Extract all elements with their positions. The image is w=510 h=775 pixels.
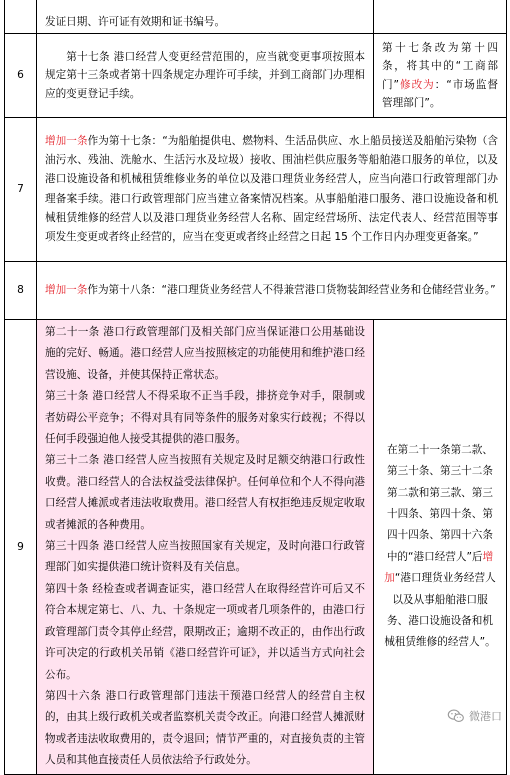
change-text: [374, 0, 507, 34]
added-marker: 增加一条: [45, 134, 88, 147]
amendment-table: [4, 0, 507, 775]
original-text: [37, 0, 374, 34]
change-text-prefix: 在第二十一条第二款、第三十条、第三十二条第二款和第三款、第三十四条、第四十条、第四十四条、第四十六条中的“港口经营人”后: [386, 443, 493, 563]
table-row: [5, 34, 507, 118]
article-paragraph: 第四十条 经检查或者调查证实，港口经营人在取得经营许可后又不符合本规定第七、八、九、十条规定一项或者几项条件的，由港口行政管理部门责令其停止经营，限期改正；逾期不改正的，由作出行政许可决定的行政机关吊销《港口经营许可证》，并以适当方式向社会公布。: [45, 582, 365, 681]
change-text-suffix: “港口理货业务经营人以及从事船舶港口服务、港口设施设备和机械租赁维修的经营人”。: [384, 572, 496, 649]
row-number: 6: [5, 34, 37, 118]
article-paragraph: 第四十六条 港口行政管理部门违法干预港口经营人的经营自主权的，由其上级行政机关或者监察机关责令改正。向港口经营人摊派财物或者违法收取费用的，责令退回；情节严重的，对直接负责的主管人员和其他直接责任人员依法给予行政处分。: [45, 689, 365, 767]
original-text: [37, 34, 374, 118]
added-article-text: 作为第十八条：“港口理货业务经营人不得兼营港口货物装卸经营业务和仓储经营业务。”: [87, 283, 496, 296]
article-paragraph: 第三十条 港口经营人不得采取不正当手段，排挤竞争对手，限制或者妨碍公平竞争；不得对具有同等条件的服务对象实行歧视；不得以任何手段强迫他人接受其提供的港口服务。: [45, 390, 365, 446]
change-text: [374, 320, 507, 775]
table-row: [5, 262, 507, 320]
added-article-text: 作为第十七条：“为船舶提供电、燃物料、生活品供应、水上船员接送及船舶污染物（含油污水、残油、洗舱水、生活污水及垃圾）接收、围油栏供应服务等船舶港口服务的单位，以及港口设施设备和机械租赁维修业务的单位以及港口理货业务经营人，应当向港口行政管理部门办理备案手续。港口行政管理部门应当建立备案情况档案。从事船舶港口服务、港口设施设备和机械租赁维修的经营人以及港口理货业务经营人名称、固定经营场所、法定代表人、经营范围等事项发生变更或者终止经营的，应当在变更或者终止经营之日起 15 个工作日内办理变更备案。”: [45, 134, 498, 243]
change-text: [374, 34, 507, 118]
original-paragraph: 第十七条 港口经营人变更经营范围的，应当就变更事项按照本规定第十三条或者第十四条规定办理许可手续，并到工商部门办理相应的变更登记手续。: [45, 50, 365, 100]
table-row: [5, 320, 507, 775]
row-number: 9: [5, 320, 37, 775]
original-text: [37, 262, 507, 320]
added-article: [45, 281, 498, 300]
watermark: [447, 708, 502, 724]
change-text-suffix: ：“市场监督管理部门”。: [382, 78, 499, 109]
row-number: 7: [5, 118, 37, 262]
change-keyword: 增加: [384, 550, 494, 585]
article-paragraph: 第二十一条 港口行政管理部门及相关部门应当保证港口公用基础设施的完好、畅通。港口经营人应当按照核定的功能使用和维护港口经营设施、设备，并使其保持正常状态。: [45, 326, 365, 381]
watermark-text: 微港口: [469, 710, 502, 723]
article-paragraph: 第三十四条 港口经营人应当按照国家有关规定，及时向港口行政管理部门如实提供港口统计资料及有关信息。: [45, 540, 365, 574]
added-article: [45, 132, 498, 247]
original-text-line: 发证日期、许可证有效期和证书编号。: [45, 15, 226, 28]
table-row: [5, 118, 507, 262]
change-keyword: 修改为: [399, 78, 435, 91]
added-marker: 增加一条: [45, 283, 88, 296]
row-number: 8: [5, 262, 37, 320]
original-text: [37, 118, 507, 262]
change-text-prefix: 第十七条改为第十四条，将其中的“工商部门”: [382, 41, 498, 91]
row-number: [5, 0, 37, 34]
wechat-icon: [447, 709, 465, 723]
article-paragraph: 第三十二条 港口经营人应当按照有关规定及时足额交纳港口行政性收费。港口经营人的合法权益受法律保护。任何单位和个人不得向港口经营人摊派或者违法收取费用。港口经营人有权拒绝违反规定收取或者摊派的各种费用。: [45, 454, 365, 531]
original-text: [37, 320, 374, 775]
table-row: [5, 0, 507, 34]
